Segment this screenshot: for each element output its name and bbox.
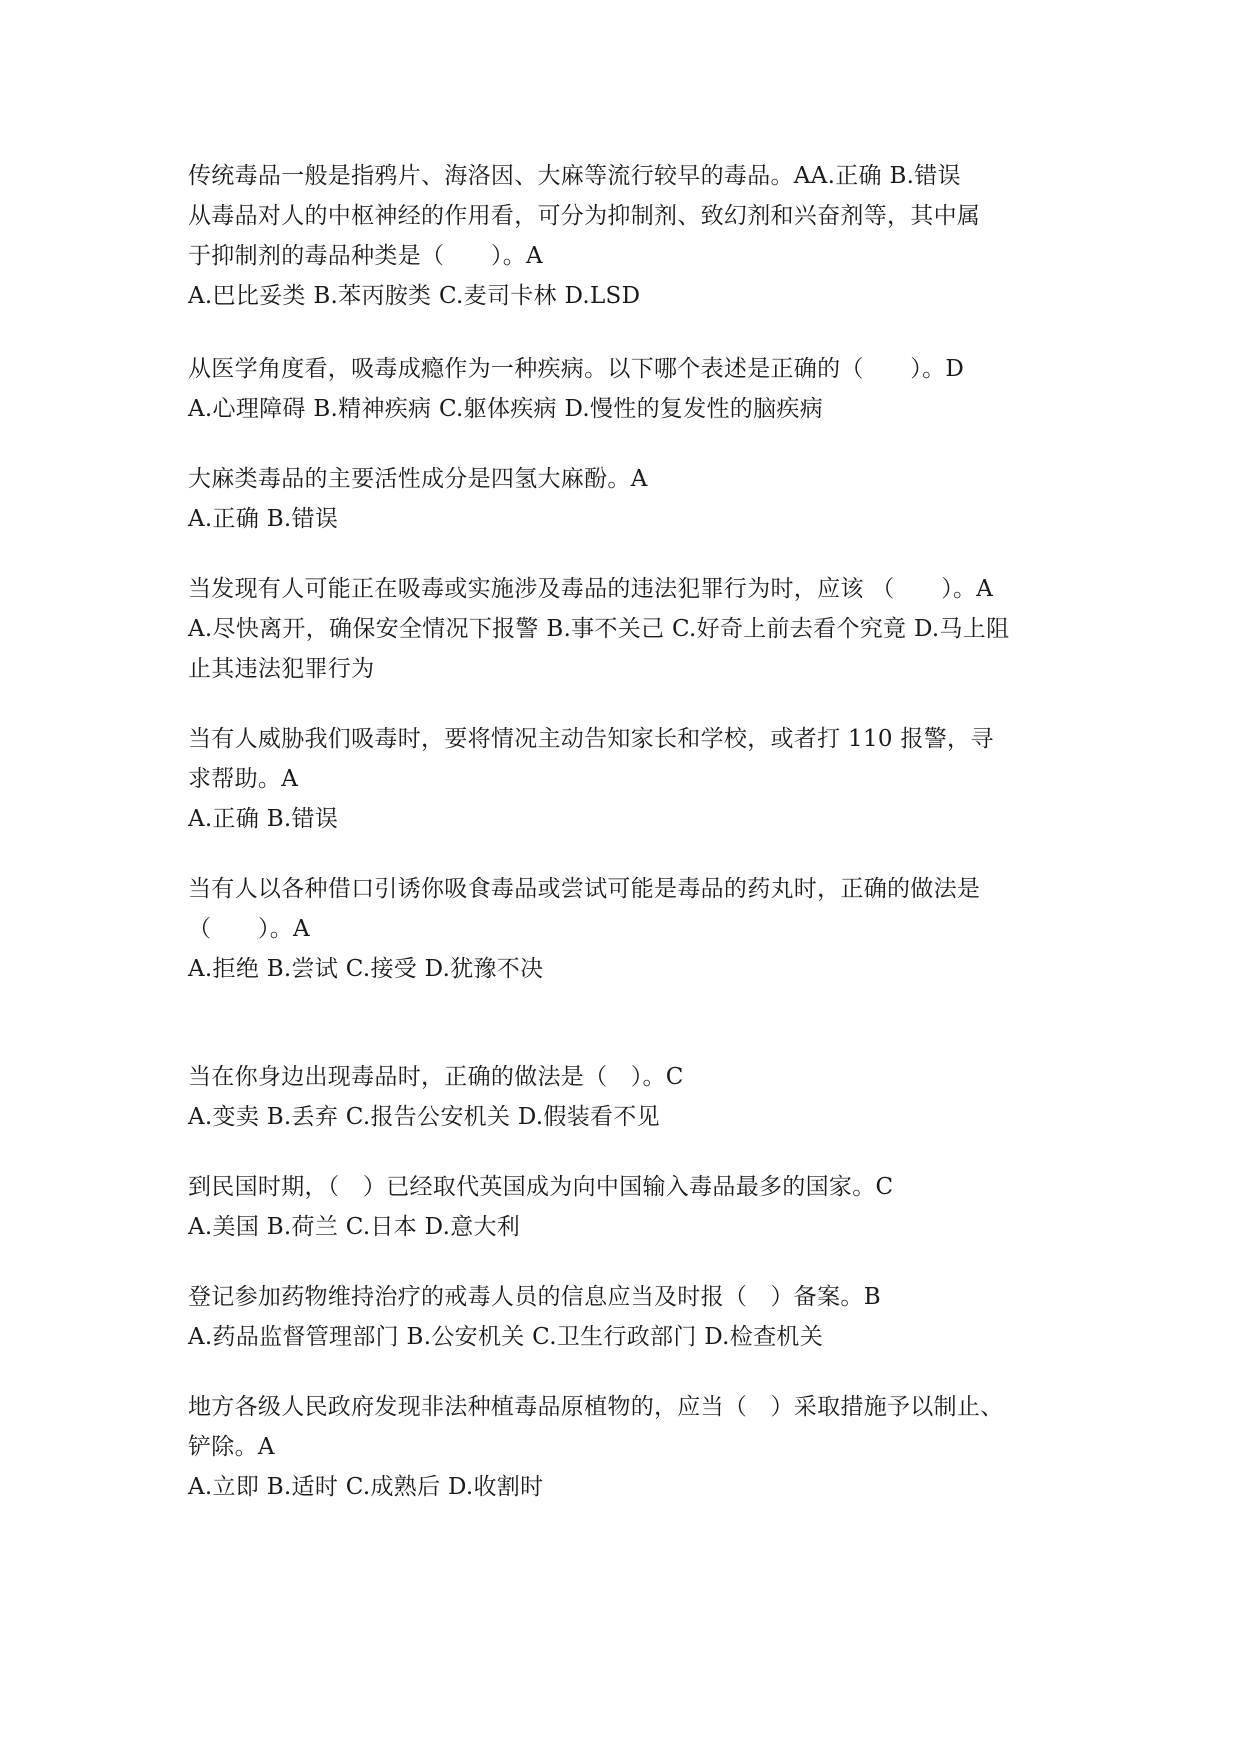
question-item	[188, 1387, 1068, 1507]
question-text: 求帮助。A	[188, 766, 299, 792]
question-item	[188, 1057, 1068, 1137]
question-text: 当有人威胁我们吸毒时，要将情况主动告知家长和学校，或者打 110 报警，寻	[188, 726, 994, 752]
question-text: 铲除。A	[188, 1434, 275, 1460]
question-item	[188, 349, 1068, 429]
question-text: （ ）。A	[188, 916, 310, 942]
question-list	[188, 156, 1068, 1507]
answer-options: A.正确 B.错误	[188, 506, 339, 532]
question-item	[188, 156, 1068, 196]
answer-options: A.立即 B.适时 C.成熟后 D.收割时	[188, 1474, 544, 1500]
answer-options: A.拒绝 B.尝试 C.接受 D.犹豫不决	[188, 956, 544, 982]
question-item	[188, 569, 1068, 689]
answer-options: A.巴比妥类 B.苯丙胺类 C.麦司卡林 D.LSD	[188, 283, 641, 309]
question-text: 登记参加药物维持治疗的戒毒人员的信息应当及时报（ ）备案。B	[188, 1284, 881, 1310]
question-text: 地方各级人民政府发现非法种植毒品原植物的，应当（ ）采取措施予以制止、	[188, 1394, 1004, 1420]
question-item	[188, 1277, 1068, 1357]
question-text: 到民国时期，（ ）已经取代英国成为向中国输入毒品最多的国家。C	[188, 1174, 894, 1200]
question-text: 传统毒品一般是指鸦片、海洛因、大麻等流行较早的毒品。AA.正确 B.错误	[188, 163, 961, 189]
question-item	[188, 1167, 1068, 1247]
question-text: 大麻类毒品的主要活性成分是四氢大麻酚。A	[188, 466, 648, 492]
question-text: 当有人以各种借口引诱你吸食毒品或尝试可能是毒品的药丸时，正确的做法是	[188, 876, 981, 902]
answer-options: A.心理障碍 B.精神疾病 C.躯体疾病 D.慢性的复发性的脑疾病	[188, 396, 823, 422]
question-text: 从毒品对人的中枢神经的作用看，可分为抑制剂、致幻剂和兴奋剂等，其中属	[188, 203, 981, 229]
answer-options: A.药品监督管理部门 B.公安机关 C.卫生行政部门 D.检查机关	[188, 1324, 823, 1350]
answer-options: A.变卖 B.丢弃 C.报告公安机关 D.假装看不见	[188, 1104, 660, 1130]
question-item	[188, 196, 1068, 316]
question-text: 于抑制剂的毒品种类是（ ）。A	[188, 243, 543, 269]
answer-options: A.尽快离开，确保安全情况下报警 B.事不关己 C.好奇上前去看个究竟 D.马上阻	[188, 616, 1010, 642]
question-text: 从医学角度看，吸毒成瘾作为一种疾病。以下哪个表述是正确的（ ）。D	[188, 356, 965, 382]
question-item	[188, 719, 1068, 839]
answer-options: A.正确 B.错误	[188, 806, 339, 832]
answer-options: 止其违法犯罪行为	[188, 656, 375, 682]
question-text: 当发现有人可能正在吸毒或实施涉及毒品的违法犯罪行为时，应该 （ ）。A	[188, 576, 994, 602]
question-item	[188, 869, 1068, 989]
answer-options: A.美国 B.荷兰 C.日本 D.意大利	[188, 1214, 521, 1240]
question-text: 当在你身边出现毒品时，正确的做法是（ ）。C	[188, 1064, 684, 1090]
question-item	[188, 459, 1068, 539]
